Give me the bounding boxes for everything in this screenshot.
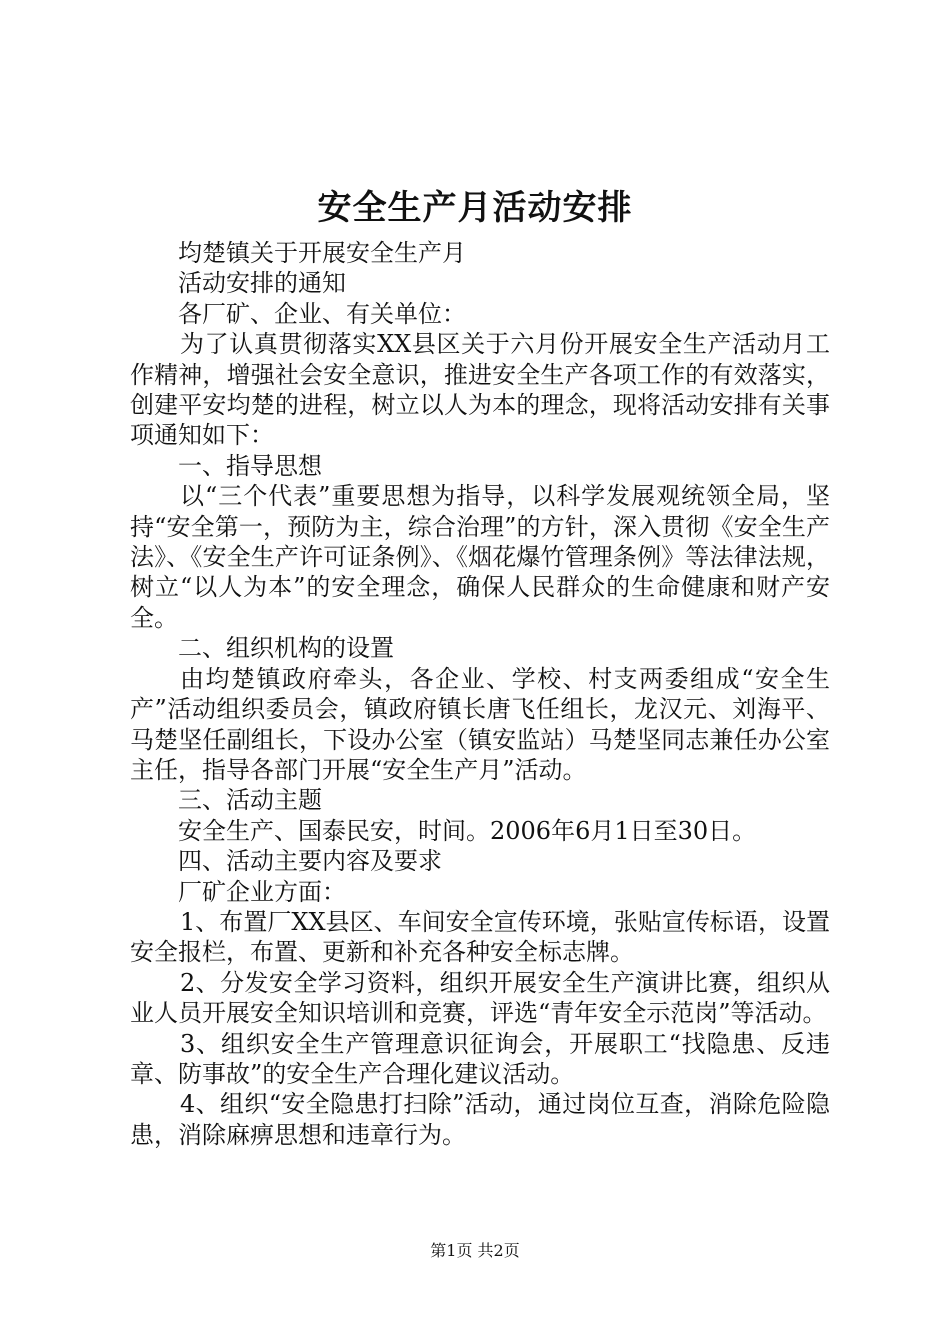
page-footer: 第1页 共2页 — [430, 1241, 520, 1260]
section-heading-theme: 三、活动主题 — [178, 786, 322, 815]
paragraph-heading-line-2: 活动安排的通知 — [178, 269, 346, 298]
list-item-1: 1、布置厂XX县区、车间安全宣传环境，张贴宣传标语，设置安全报栏，布置、更新和补充各种安全标志牌。 — [130, 907, 830, 967]
paragraph-heading-line-1: 均楚镇关于开展安全生产月 — [178, 239, 466, 267]
list-item-2: 2、分发安全学习资料，组织开展安全生产演讲比赛，组织从业人员开展安全知识培训和竞赛，评选“青年安全示范岗”等活动。 — [130, 968, 830, 1028]
list-item-3: 3、组织安全生产管理意识征询会，开展职工“找隐患、反违章、防事故”的安全生产合理化建议活动。 — [130, 1029, 830, 1088]
section-heading-content: 四、活动主要内容及要求 — [178, 847, 442, 876]
paragraph-intro: 为了认真贯彻落实XX县区关于六月份开展安全生产活动月工作精神，增强社会安全意识，推进安全生产各项工作的有效落实，创建平安均楚的进程，树立以人为本的理念，现将活动安排有关事项通知如下： — [130, 330, 830, 450]
section-heading-guiding-thought: 一、指导思想 — [178, 451, 322, 480]
section-heading-organization: 二、组织机构的设置 — [178, 634, 394, 663]
paragraph-salutation: 各厂矿、企业、有关单位： — [178, 299, 466, 328]
paragraph-enterprise: 厂矿企业方面： — [178, 877, 346, 906]
document-body — [130, 238, 830, 1150]
paragraph-theme: 安全生产、国泰民安，时间。2006年6月1日至30日。 — [178, 816, 757, 845]
document-title: 安全生产月活动安排 — [317, 188, 633, 228]
list-item-4: 4、组织“安全隐患打扫除”活动，通过岗位互查，消除危险隐患，消除麻痹思想和违章行为。 — [130, 1090, 830, 1149]
paragraph-guiding-thought: 以“三个代表”重要思想为指导，以科学发展观统领全局，坚持“安全第一，预防为主，综合治理”的方针，深入贯彻《安全生产法》、《安全生产许可证条例》、《烟花爆竹管理条例》等法律法规，树立“以人为本”的安全理念，确保人民群众的生命健康和财产安全。 — [130, 482, 830, 632]
paragraph-organization: 由均楚镇政府牵头，各企业、学校、村支两委组成“安全生产”活动组织委员会，镇政府镇长唐飞任组长，龙汉元、刘海平、马楚坚任副组长，下设办公室（镇安监站）马楚坚同志兼任办公室主任，指导各部门开展“安全生产月”活动。 — [130, 664, 830, 784]
